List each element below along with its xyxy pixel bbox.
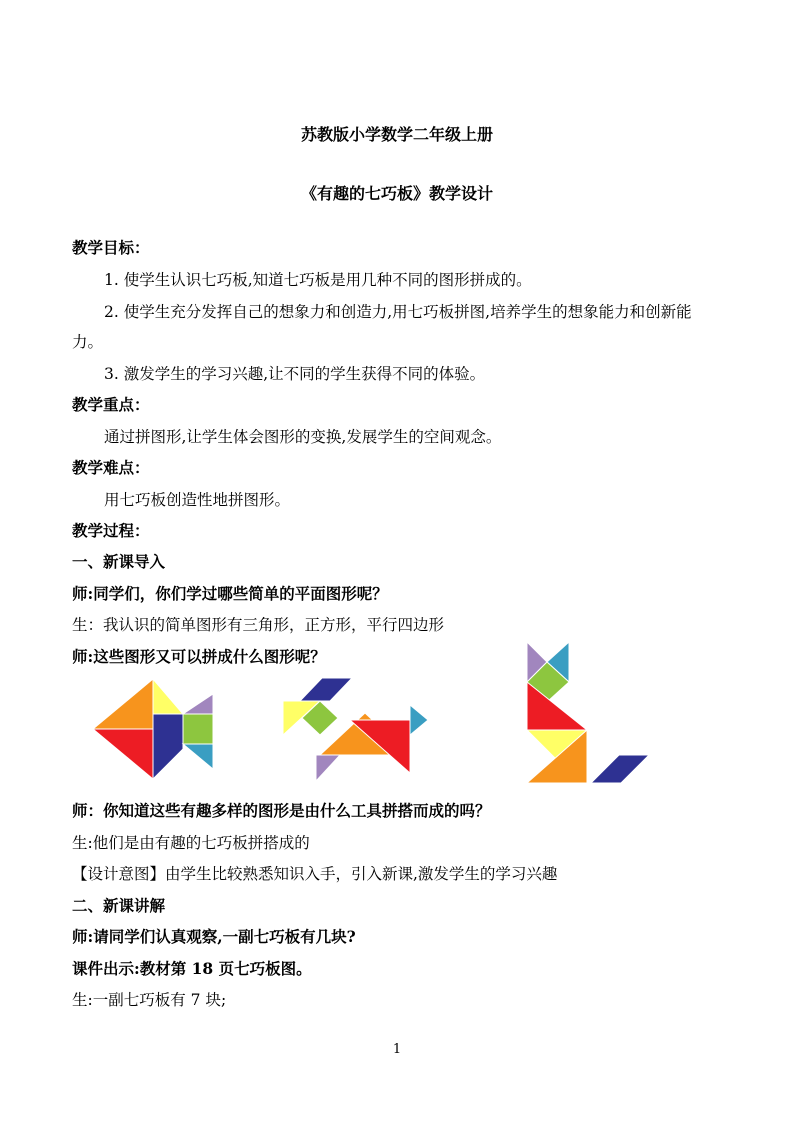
key-text: 通过拼图形,让学生体会图形的变换,发展学生的空间观念。 [104,428,502,446]
document-subtitle: 《有趣的七巧板》教学设计 [300,184,493,203]
fish-yellow-triangle [153,679,183,714]
tangram-animal-figure [280,675,432,785]
process-heading: 教学过程： [72,521,150,540]
animal-purple-triangle [316,755,340,781]
student-line-3: 生:一副七巧板有 7 块; [72,991,227,1009]
cat-navy-parallelogram [591,755,649,783]
design-intent: 【设计意图】由学生比较熟悉知识入手，引入新课,激发学生的学习兴趣 [72,865,558,883]
teacher-line-4: 师:请同学们认真观察,一副七巧板有几块? [72,927,356,946]
tangram-fish-figure [90,676,220,782]
animal-navy-parallelogram [300,678,352,701]
fish-purple-triangle [183,694,213,714]
teacher-line-2: 师:这些图形又可以拼成什么图形呢？ [72,647,326,666]
fish-red-triangle [93,729,153,779]
teacher-line-1: 师:同学们，你们学过哪些简单的平面图形呢？ [72,584,388,603]
tangram-cat-figure [525,640,651,785]
key-heading: 教学重点： [72,395,150,414]
student-line-1: 生：我认识的简单图形有三角形，正方形，平行四边形 [72,616,445,634]
difficulty-text: 用七巧板创造性地拼图形。 [104,491,291,509]
page-number: 1 [392,1042,402,1057]
fish-orange-triangle [93,679,153,729]
goal-item-3: 3. 激发学生的学习兴趣,让不同的学生获得不同的体验。 [104,365,486,383]
goal-item-1: 1. 使学生认识七巧板,知道七巧板是用几种不同的图形拼成的。 [104,271,532,289]
student-line-2: 生:他们是由有趣的七巧板拼搭成的 [72,834,310,852]
document-title: 苏教版小学数学二年级上册 [300,125,493,144]
fish-green-square [183,714,213,744]
part2-heading: 二、新课讲解 [72,896,166,915]
difficulty-heading: 教学难点： [72,458,150,477]
fish-navy-parallelogram [153,714,183,779]
goals-heading: 教学目标： [72,238,150,257]
animal-teal-triangle [410,705,428,735]
goal-item-2-cont: 力。 [72,333,104,351]
fish-teal-triangle [183,744,213,769]
goal-item-2: 2. 使学生充分发挥自己的想象力和创造力,用七巧板拼图,培养学生的想象能力和创新能 [104,303,692,321]
part1-heading: 一、新课导入 [72,552,166,571]
teacher-line-3: 师：你知道这些有趣多样的图形是由什么工具拼搭而成的吗？ [72,801,491,820]
courseware-line: 课件出示:教材第 18 页七巧板图。 [72,959,312,978]
